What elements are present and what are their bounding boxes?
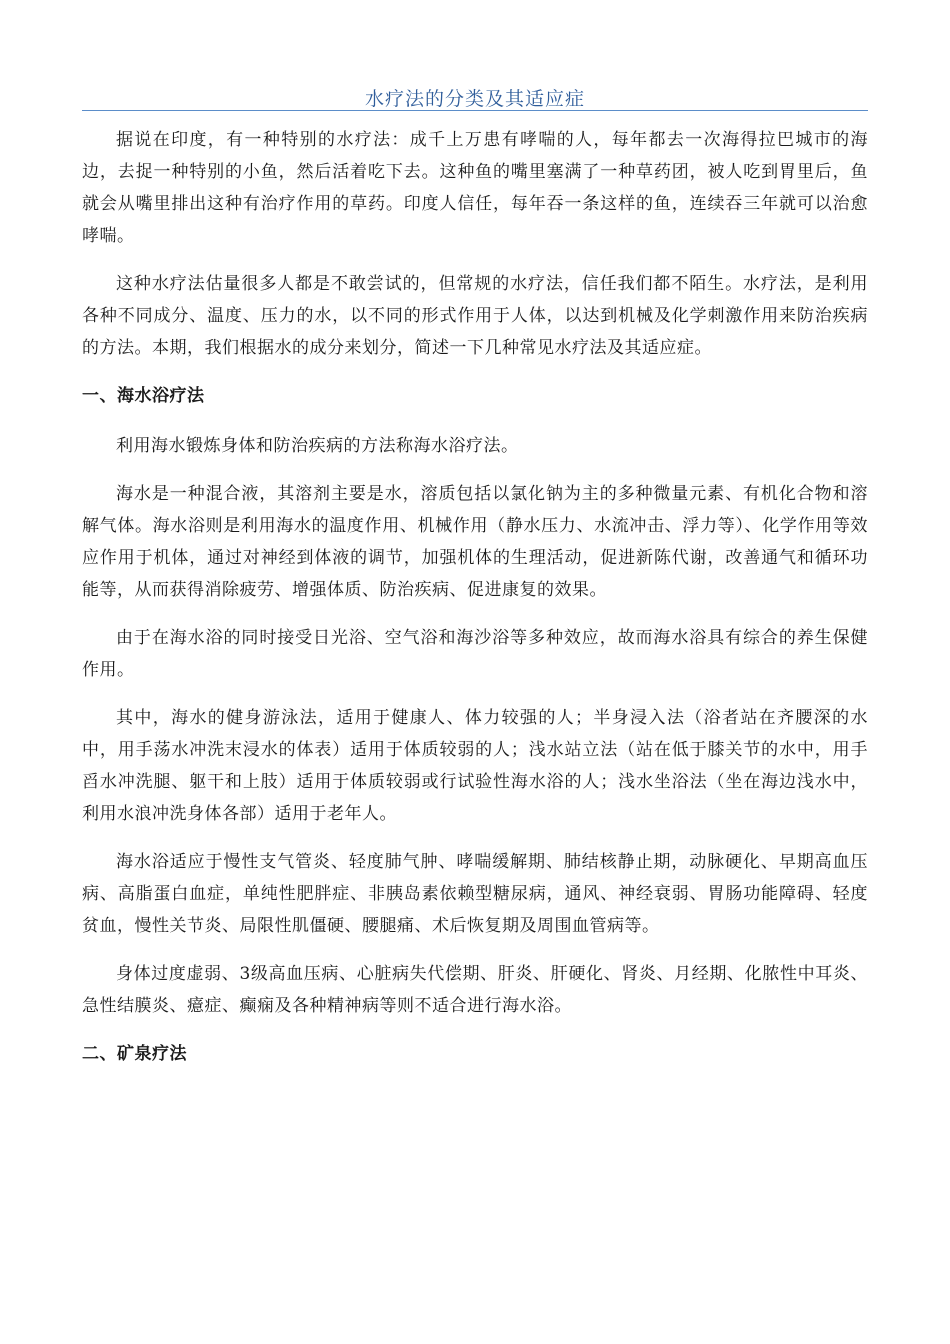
page-title: 水疗法的分类及其适应症 [364, 88, 585, 110]
header-divider [82, 110, 868, 111]
seawater-paragraph-4: 其中，海水的健身游泳法，适用于健康人、体力较强的人；半身浸入法（浴者站在齐腰深的水中，用手荡水冲洗末浸水的体表）适用于体质较弱的人；浅水站立法（站在低于膝关节的水中，用手舀水冲洗腿、躯干和上肢）适用于体质较弱或行试验性海水浴的人；浅水坐浴法（坐在海边浅水中，利用水浪冲洗身体各部）适用于老年人。 [82, 708, 868, 824]
document-body [82, 124, 868, 1088]
seawater-paragraph-2: 海水是一种混合液，其溶剂主要是水，溶质包括以氯化钠为主的多种微量元素、有机化合物和溶解气体。海水浴则是利用海水的温度作用、机械作用（静水压力、水流冲击、浮力等）、化学作用等效应作用于机体，通过对神经到体液的调节，加强机体的生理活动，促进新陈代谢，改善通气和循环功能等，从而获得消除疲劳、增强体质、防治疾病、促进康复的效果。 [82, 484, 868, 600]
seawater-paragraph-5: 海水浴适应于慢性支气管炎、轻度肺气肿、哮喘缓解期、肺结核静止期，动脉硬化、早期高血压病、高脂蛋白血症，单纯性肥胖症、非胰岛素依赖型糖尿病，通风、神经衰弱、胃肠功能障碍、轻度贫血，慢性关节炎、局限性肌僵硬、腰腿痛、术后恢复期及周围血管病等。 [82, 852, 868, 936]
seawater-paragraph-3: 由于在海水浴的同时接受日光浴、空气浴和海沙浴等多种效应，故而海水浴具有综合的养生保健作用。 [82, 628, 868, 680]
seawater-paragraph-1: 利用海水锻炼身体和防治疾病的方法称海水浴疗法。 [116, 436, 519, 456]
section-heading-mineral-spring: 二、矿泉疗法 [82, 1044, 187, 1064]
intro-paragraph-2: 这种水疗法估量很多人都是不敢尝试的，但常规的水疗法，信任我们都不陌生。水疗法，是利用各种不同成分、温度、压力的水，以不同的形式作用于人体，以达到机械及化学刺激作用来防治疾病的方法。本期，我们根据水的成分来划分，简述一下几种常见水疗法及其适应症。 [82, 274, 868, 358]
intro-paragraph-1: 据说在印度，有一种特别的水疗法：成千上万患有哮喘的人，每年都去一次海得拉巴城市的海边，去捉一种特别的小鱼，然后活着吃下去。这种鱼的嘴里塞满了一种草药团，被人吃到胃里后，鱼就会从嘴里排出这种有治疗作用的草药。印度人信任，每年吞一条这样的鱼，连续吞三年就可以治愈哮喘。 [82, 130, 868, 246]
seawater-paragraph-6: 身体过度虚弱、3级高血压病、心脏病失代偿期、肝炎、肝硬化、肾炎、月经期、化脓性中耳炎、急性结膜炎、癔症、癫痫及各种精神病等则不适合进行海水浴。 [82, 964, 868, 1016]
section-heading-seawater-bath: 一、海水浴疗法 [82, 386, 205, 406]
